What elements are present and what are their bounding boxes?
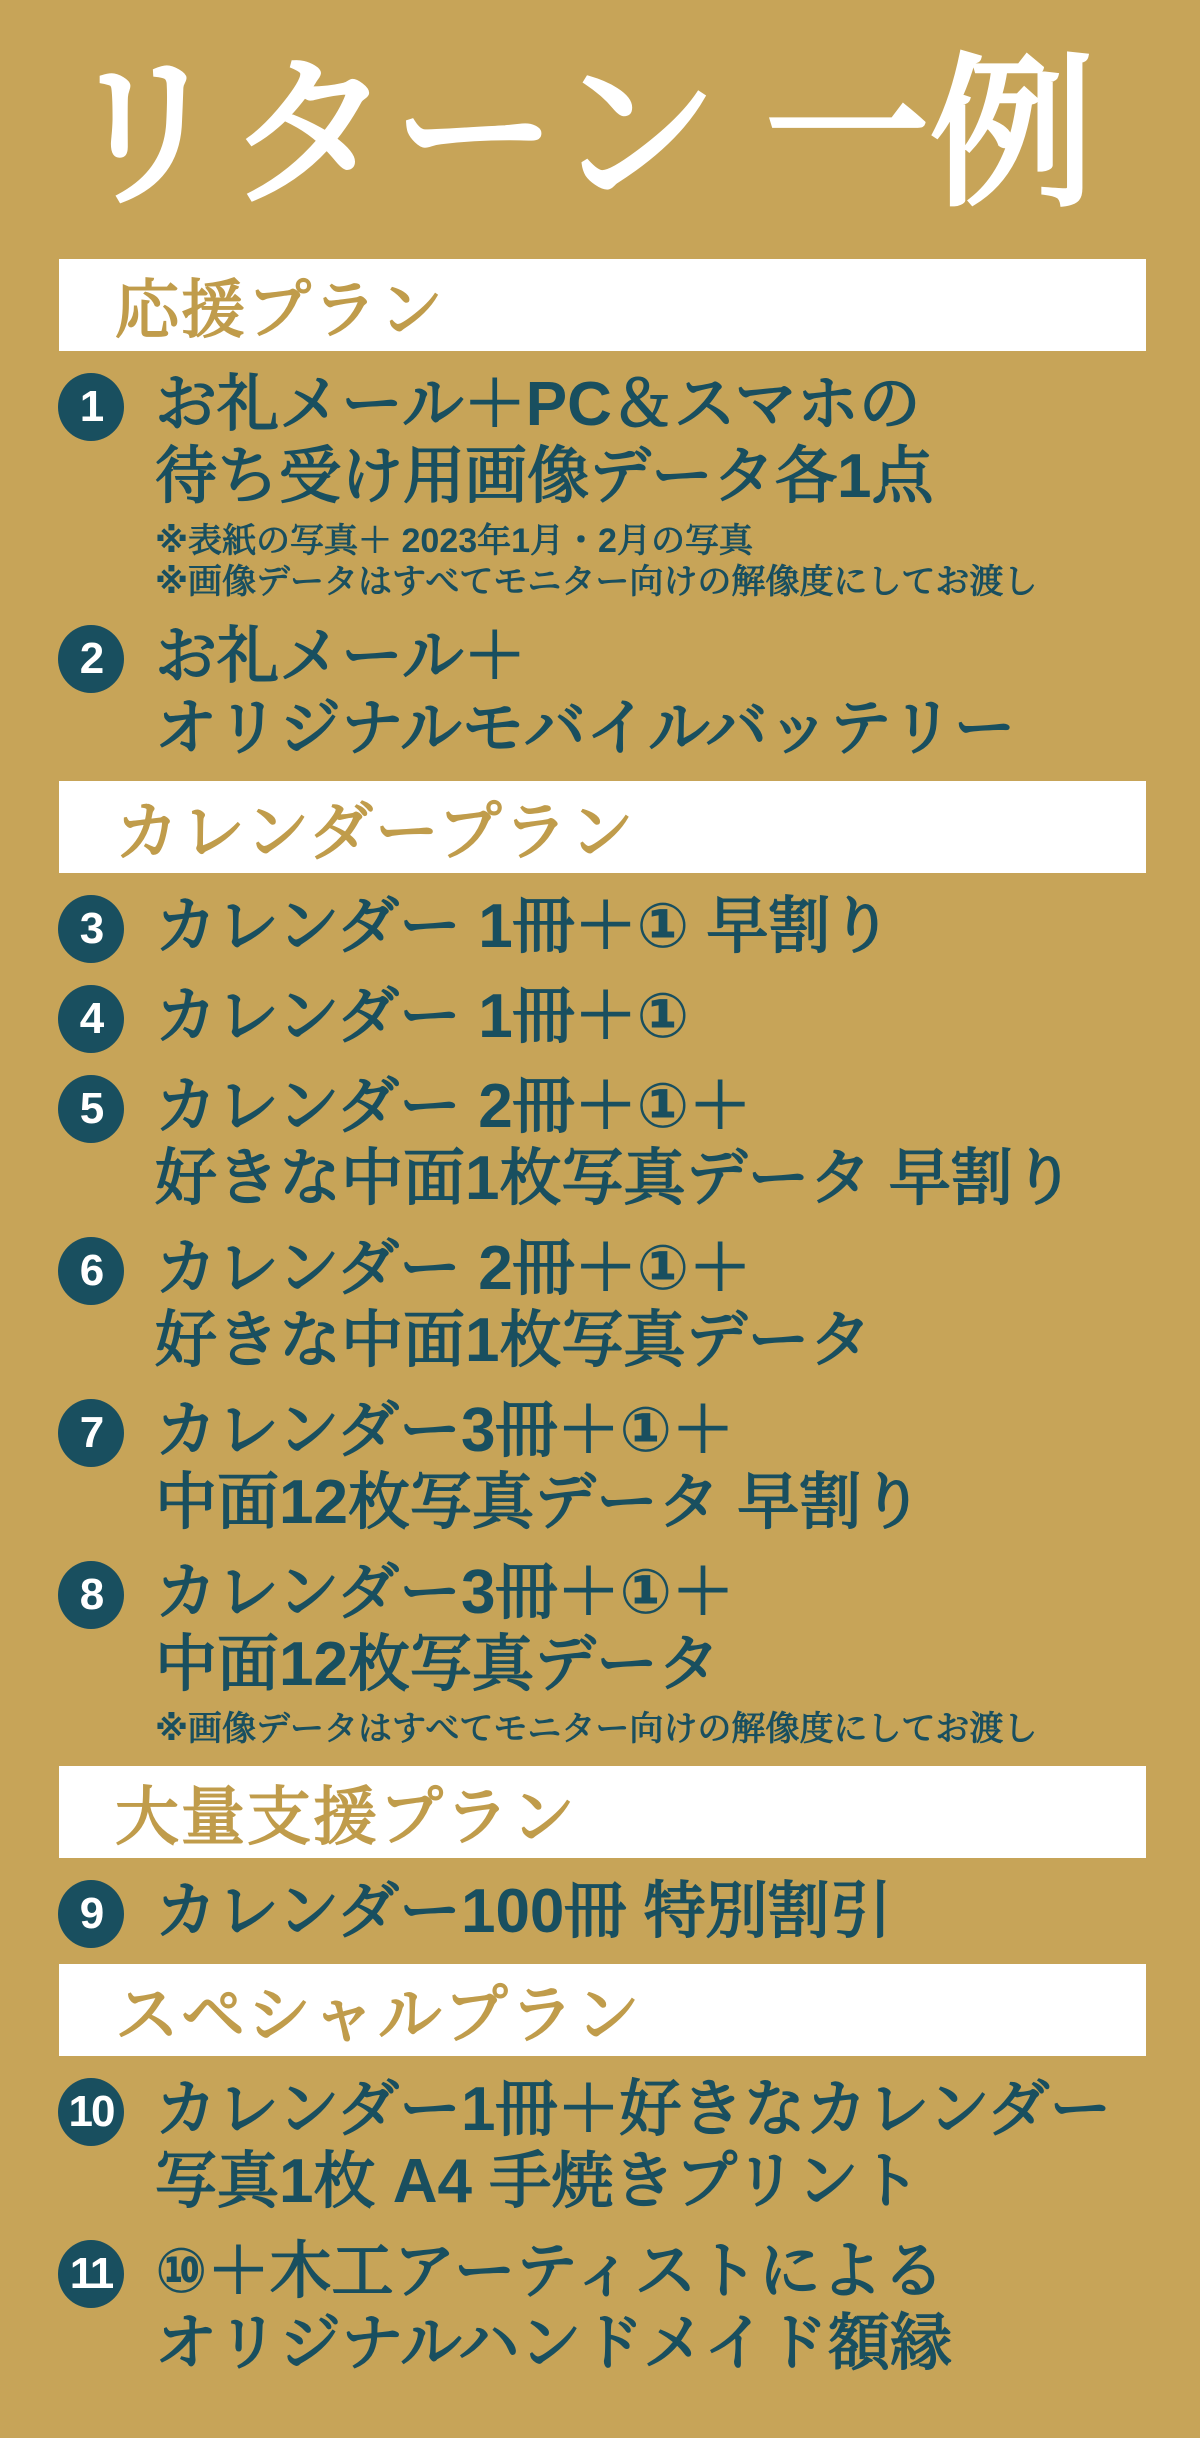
item-text-line: カレンダー1冊＋好きなカレンダー [155, 2075, 1112, 2145]
poster-title: リターン 一例 [62, 42, 1095, 226]
item-number-badge [58, 895, 124, 963]
item-note: ※画像データはすべてモニター向けの解像度にしてお渡し [155, 563, 1038, 602]
section-label: カレンダープラン [115, 796, 636, 869]
item-number: 6 [79, 1246, 103, 1296]
item-text-line: カレンダー100冊 特別割引 [155, 1877, 892, 1947]
item-number: 9 [79, 1889, 103, 1939]
item-number-badge [58, 2240, 124, 2308]
item-body [155, 1395, 923, 1539]
item-number: 2 [79, 634, 103, 684]
item-body [155, 1557, 1037, 1750]
item-number: 7 [79, 1408, 103, 1458]
section-header-calendar [59, 781, 1146, 873]
item-text-line: カレンダー 1冊＋① [155, 982, 690, 1052]
reward-item-10 [58, 2074, 1160, 2218]
item-body [155, 981, 689, 1053]
item-number: 3 [79, 904, 103, 954]
reward-item-5 [58, 1071, 1160, 1215]
section-header-special [59, 1964, 1146, 2056]
item-text-line: カレンダー 1冊＋① 早割り [155, 892, 893, 962]
item-text-line: 写真1枚 A4 手焼きプリント [155, 2147, 921, 2217]
item-text-line: お礼メール＋PC＆スマホの [155, 370, 921, 440]
item-note: ※表紙の写真＋ 2023年1月・2月の写真 [155, 522, 753, 561]
item-note: ※画像データはすべてモニター向けの解像度にしてお渡し [155, 1710, 1038, 1749]
item-number-badge [58, 373, 124, 441]
item-number-badge [58, 1075, 124, 1143]
item-number-badge [58, 1880, 124, 1948]
item-text-line: 待ち受け用画像データ各1点 [155, 442, 934, 512]
item-number: 1 [79, 382, 103, 432]
item-text-line: カレンダー3冊＋①＋ [155, 1558, 734, 1628]
item-body [155, 1071, 1075, 1215]
reward-item-3 [58, 891, 1160, 963]
section-label: 大量支援プラン [115, 1781, 577, 1854]
item-text-line: ⑩＋木工アーティストによる [155, 2237, 945, 2307]
item-text-line: 中面12枚写真データ [155, 1630, 720, 1700]
item-number-badge [58, 1561, 124, 1629]
item-text-line: カレンダー3冊＋①＋ [155, 1396, 734, 1466]
reward-item-6 [58, 1233, 1160, 1377]
item-number-badge [58, 2078, 124, 2146]
reward-item-2 [58, 621, 1160, 765]
reward-item-11 [58, 2236, 1160, 2380]
item-body [155, 369, 1037, 603]
item-text-line: カレンダー 2冊＋①＋ [155, 1234, 752, 1304]
item-number: 11 [69, 2249, 113, 2299]
item-text-line: オリジナルハンドメイド額縁 [155, 2309, 952, 2379]
reward-item-4 [58, 981, 1160, 1053]
item-text-line: お礼メール＋ [155, 622, 526, 692]
item-text-line: カレンダー 2冊＋①＋ [155, 1072, 752, 1142]
item-number-badge [58, 985, 124, 1053]
reward-item-9 [58, 1876, 1160, 1948]
item-body [155, 621, 1016, 765]
item-body [155, 1233, 871, 1377]
reward-item-7 [58, 1395, 1160, 1539]
reward-item-1 [58, 369, 1160, 603]
item-text-line: オリジナルモバイルバッテリー [155, 694, 1016, 764]
item-number: 5 [79, 1084, 103, 1134]
item-number: 10 [68, 2087, 114, 2137]
item-number-badge [58, 1237, 124, 1305]
reward-item-8 [58, 1557, 1160, 1750]
section-label: 応援プラン [115, 274, 445, 347]
item-number-badge [58, 1399, 124, 1467]
item-number: 8 [79, 1570, 103, 1620]
section-header-support [59, 259, 1146, 351]
item-body [155, 891, 892, 963]
item-number-badge [58, 625, 124, 693]
item-text-line: 好きな中面1枚写真データ 早割り [155, 1144, 1075, 1214]
section-label: スペシャルプラン [115, 1979, 642, 2052]
item-body [155, 2236, 952, 2380]
item-text-line: 中面12枚写真データ 早割り [155, 1468, 924, 1538]
section-header-bulk [59, 1766, 1146, 1858]
item-body [155, 1876, 892, 1948]
item-body [155, 2074, 1111, 2218]
item-text-line: 好きな中面1枚写真データ [155, 1306, 872, 1376]
item-number: 4 [79, 994, 103, 1044]
